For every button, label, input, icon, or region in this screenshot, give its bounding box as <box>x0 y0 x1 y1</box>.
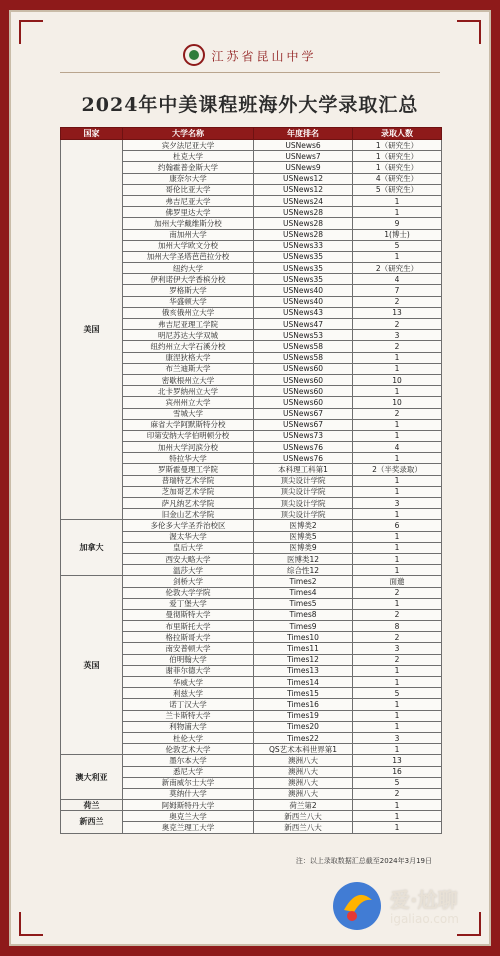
header-count: 录取人数 <box>353 128 442 140</box>
university-cell: 布里斯托大学 <box>123 621 254 632</box>
ranking-cell: Times2 <box>254 576 353 587</box>
university-cell: 芝加哥艺术学院 <box>123 486 254 497</box>
count-cell: 1 <box>353 386 442 397</box>
ranking-cell: USNews47 <box>254 319 353 330</box>
ranking-cell: USNews28 <box>254 229 353 240</box>
university-cell: 曼彻斯特大学 <box>123 609 254 620</box>
university-cell: 华盛顿大学 <box>123 296 254 307</box>
admission-table <box>60 127 442 834</box>
count-cell: 2 <box>353 296 442 307</box>
ranking-cell: USNews24 <box>254 195 353 206</box>
ranking-cell: USNews35 <box>254 274 353 285</box>
ranking-cell: 本科理工科第1 <box>254 464 353 475</box>
count-cell: 4 <box>353 442 442 453</box>
count-cell: 2 <box>353 319 442 330</box>
table-row <box>61 755 442 766</box>
count-cell: 1 <box>353 800 442 811</box>
university-cell: 西安大略大学 <box>123 553 254 564</box>
university-cell: 南安普顿大学 <box>123 643 254 654</box>
count-cell: 3 <box>353 330 442 341</box>
university-cell: 康涅狄格大学 <box>123 352 254 363</box>
ranking-cell: Times10 <box>254 632 353 643</box>
ranking-cell: 澳洲八大 <box>254 755 353 766</box>
ranking-cell: USNews12 <box>254 184 353 195</box>
count-cell: 1 <box>353 598 442 609</box>
university-cell: 萨凡纳艺术学院 <box>123 498 254 509</box>
university-cell: 俄亥俄州立大学 <box>123 307 254 318</box>
university-cell: 康奈尔大学 <box>123 173 254 184</box>
count-cell: 5（研究生） <box>353 184 442 195</box>
header-ranking: 年度排名 <box>254 128 353 140</box>
table-row <box>61 576 442 587</box>
count-cell: 1(博士) <box>353 229 442 240</box>
table-body <box>61 140 442 834</box>
count-cell: 1 <box>353 699 442 710</box>
count-cell: 2（研究生） <box>353 263 442 274</box>
ranking-cell: USNews35 <box>254 263 353 274</box>
ranking-cell: 顶尖设计学院 <box>254 486 353 497</box>
header-divider <box>60 72 440 73</box>
count-cell: 5 <box>353 688 442 699</box>
ranking-cell: Times13 <box>254 665 353 676</box>
university-cell: 新南威尔士大学 <box>123 777 254 788</box>
count-cell: 1（研究生） <box>353 162 442 173</box>
university-cell: 罗格斯大学 <box>123 285 254 296</box>
ranking-cell: 顶尖设计学院 <box>254 498 353 509</box>
university-cell: 宾夕法尼亚大学 <box>123 140 254 151</box>
table-row <box>61 811 442 822</box>
country-cell: 澳大利亚 <box>61 755 123 800</box>
university-cell: 布兰迪斯大学 <box>123 363 254 374</box>
university-cell: 密歇根州立大学 <box>123 374 254 385</box>
university-cell: 奥克兰大学 <box>123 811 254 822</box>
ranking-cell: 新西兰八大 <box>254 811 353 822</box>
university-cell: 加州大学河滨分校 <box>123 442 254 453</box>
header-country: 国家 <box>61 128 123 140</box>
count-cell: 2 <box>353 609 442 620</box>
ranking-cell: USNews40 <box>254 285 353 296</box>
count-cell: 2 <box>353 788 442 799</box>
ranking-cell: Times12 <box>254 654 353 665</box>
ranking-cell: Times16 <box>254 699 353 710</box>
ranking-cell: 新西兰八大 <box>254 822 353 833</box>
corner-ornament <box>457 20 481 44</box>
corner-ornament <box>19 912 43 936</box>
ranking-cell: USNews40 <box>254 296 353 307</box>
count-cell: 1 <box>353 195 442 206</box>
ranking-cell: 医博类5 <box>254 531 353 542</box>
count-cell: 4（研究生） <box>353 173 442 184</box>
count-cell: 1 <box>353 665 442 676</box>
university-cell: 爱丁堡大学 <box>123 598 254 609</box>
count-cell: 1 <box>353 475 442 486</box>
count-cell: 1 <box>353 744 442 755</box>
university-cell: 特拉华大学 <box>123 453 254 464</box>
count-cell: 1（研究生） <box>353 140 442 151</box>
count-cell: 1 <box>353 710 442 721</box>
university-cell: 兰卡斯特大学 <box>123 710 254 721</box>
ranking-cell: Times11 <box>254 643 353 654</box>
ranking-cell: USNews60 <box>254 374 353 385</box>
university-cell: 印第安纳大学伯明顿分校 <box>123 430 254 441</box>
count-cell: 3 <box>353 643 442 654</box>
school-name: 江苏省昆山中学 <box>211 49 317 64</box>
count-cell: 2 <box>353 587 442 598</box>
university-cell: 诺丁汉大学 <box>123 699 254 710</box>
ranking-cell: Times22 <box>254 732 353 743</box>
ranking-cell: Times8 <box>254 609 353 620</box>
count-cell: 1 <box>353 419 442 430</box>
ranking-cell: USNews76 <box>254 453 353 464</box>
university-cell: 莫纳什大学 <box>123 788 254 799</box>
university-cell: 哥伦比亚大学 <box>123 184 254 195</box>
ranking-cell: 顶尖设计学院 <box>254 475 353 486</box>
watermark-url: igaliao.com <box>390 912 459 926</box>
count-cell: 10 <box>353 397 442 408</box>
count-cell: 1 <box>353 430 442 441</box>
table-row <box>61 520 442 531</box>
ranking-cell: 澳洲八大 <box>254 766 353 777</box>
university-cell: 格拉斯哥大学 <box>123 632 254 643</box>
ranking-cell: USNews28 <box>254 207 353 218</box>
page-title: 2024年中美课程班海外大学录取汇总 <box>81 94 419 116</box>
admission-table-wrapper <box>60 127 441 834</box>
ranking-cell: USNews35 <box>254 251 353 262</box>
ranking-cell: Times9 <box>254 621 353 632</box>
ranking-cell: Times4 <box>254 587 353 598</box>
university-cell: 雪城大学 <box>123 408 254 419</box>
ranking-cell: USNews76 <box>254 442 353 453</box>
university-cell: 奥克兰理工大学 <box>123 822 254 833</box>
ranking-cell: USNews60 <box>254 386 353 397</box>
country-cell: 英国 <box>61 576 123 755</box>
university-cell: 宾州州立大学 <box>123 397 254 408</box>
ranking-cell: USNews67 <box>254 419 353 430</box>
count-cell: 1 <box>353 251 442 262</box>
count-cell: 2 <box>353 654 442 665</box>
count-cell: 1 <box>353 531 442 542</box>
ranking-cell: USNews7 <box>254 151 353 162</box>
university-cell: 加州大学欧文分校 <box>123 240 254 251</box>
country-cell: 美国 <box>61 140 123 520</box>
count-cell: 1 <box>353 352 442 363</box>
university-cell: 伦敦艺术大学 <box>123 744 254 755</box>
corner-ornament <box>19 20 43 44</box>
university-cell: 悉尼大学 <box>123 766 254 777</box>
count-cell: 3 <box>353 498 442 509</box>
university-cell: 剑桥大学 <box>123 576 254 587</box>
university-cell: 杜伦大学 <box>123 732 254 743</box>
university-cell: 墨尔本大学 <box>123 755 254 766</box>
watermark-text: 爱·尬聊 <box>390 888 458 912</box>
ranking-cell: USNews67 <box>254 408 353 419</box>
table-row <box>61 140 442 151</box>
count-cell: 13 <box>353 307 442 318</box>
university-cell: 伊利诺伊大学香槟分校 <box>123 274 254 285</box>
count-cell: 2（半奖录取） <box>353 464 442 475</box>
count-cell: 1 <box>353 721 442 732</box>
ranking-cell: Times15 <box>254 688 353 699</box>
university-cell: 明尼苏达大学双城 <box>123 330 254 341</box>
ranking-cell: 澳洲八大 <box>254 777 353 788</box>
university-cell: 伦敦大学学院 <box>123 587 254 598</box>
university-cell: 利兹大学 <box>123 688 254 699</box>
country-cell: 荷兰 <box>61 800 123 811</box>
count-cell: 1 <box>353 542 442 553</box>
ranking-cell: QS艺术本科世界第1 <box>254 744 353 755</box>
count-cell: 1（研究生） <box>353 151 442 162</box>
ranking-cell: 荷兰第2 <box>254 800 353 811</box>
university-cell: 麻省大学阿默斯特分校 <box>123 419 254 430</box>
header-university: 大学名称 <box>123 128 254 140</box>
data-note: 注：以上录取数据汇总截至2024年3月19日 <box>295 857 432 865</box>
ranking-cell: 医博类9 <box>254 542 353 553</box>
ranking-cell: USNews28 <box>254 218 353 229</box>
ranking-cell: USNews12 <box>254 173 353 184</box>
ranking-cell: USNews58 <box>254 352 353 363</box>
count-cell: 1 <box>353 565 442 576</box>
university-cell: 利物浦大学 <box>123 721 254 732</box>
ranking-cell: 综合性12 <box>254 565 353 576</box>
university-cell: 纽约州立大学石溪分校 <box>123 341 254 352</box>
university-cell: 南加州大学 <box>123 229 254 240</box>
country-cell: 新西兰 <box>61 811 123 833</box>
university-cell: 温莎大学 <box>123 565 254 576</box>
ranking-cell: Times20 <box>254 721 353 732</box>
count-cell: 16 <box>353 766 442 777</box>
count-cell: 2 <box>353 408 442 419</box>
university-cell: 弗吉尼亚大学 <box>123 195 254 206</box>
ranking-cell: USNews43 <box>254 307 353 318</box>
count-cell: 1 <box>353 486 442 497</box>
count-cell: 4 <box>353 274 442 285</box>
university-cell: 渥太华大学 <box>123 531 254 542</box>
count-cell: 2 <box>353 632 442 643</box>
count-cell: 10 <box>353 374 442 385</box>
university-cell: 普瑞特艺术学院 <box>123 475 254 486</box>
ranking-cell: Times19 <box>254 710 353 721</box>
university-cell: 旧金山艺术学院 <box>123 509 254 520</box>
university-cell: 伯明翰大学 <box>123 654 254 665</box>
university-cell: 多伦多大学圣乔治校区 <box>123 520 254 531</box>
university-cell: 加州大学戴维斯分校 <box>123 218 254 229</box>
ranking-cell: 医博类12 <box>254 553 353 564</box>
ranking-cell: USNews58 <box>254 341 353 352</box>
ranking-cell: USNews60 <box>254 397 353 408</box>
university-cell: 佛罗里达大学 <box>123 207 254 218</box>
watermark-logo-icon <box>328 878 386 934</box>
table-row <box>61 800 442 811</box>
ranking-cell: 医博类2 <box>254 520 353 531</box>
count-cell: 7 <box>353 285 442 296</box>
count-cell: 5 <box>353 777 442 788</box>
university-cell: 杜克大学 <box>123 151 254 162</box>
count-cell: 1 <box>353 509 442 520</box>
school-logo-icon <box>183 44 205 66</box>
university-cell: 弗吉尼亚理工学院 <box>123 319 254 330</box>
ranking-cell: USNews6 <box>254 140 353 151</box>
ranking-cell: USNews73 <box>254 430 353 441</box>
table-header-row <box>61 128 442 140</box>
watermark <box>328 878 478 934</box>
count-cell: 8 <box>353 621 442 632</box>
count-cell: 1 <box>353 677 442 688</box>
ranking-cell: Times14 <box>254 677 353 688</box>
count-cell: 13 <box>353 755 442 766</box>
ranking-cell: USNews9 <box>254 162 353 173</box>
school-header <box>0 46 500 66</box>
count-cell: 1 <box>353 811 442 822</box>
university-cell: 罗斯霍曼理工学院 <box>123 464 254 475</box>
count-cell: 1 <box>353 822 442 833</box>
ranking-cell: Times5 <box>254 598 353 609</box>
count-cell: 2 <box>353 341 442 352</box>
country-cell: 加拿大 <box>61 520 123 576</box>
university-cell: 北卡罗纳州立大学 <box>123 386 254 397</box>
count-cell: 1 <box>353 207 442 218</box>
count-cell: 5 <box>353 240 442 251</box>
ranking-cell: 澳洲八大 <box>254 788 353 799</box>
university-cell: 华威大学 <box>123 677 254 688</box>
count-cell: 3 <box>353 732 442 743</box>
ranking-cell: USNews53 <box>254 330 353 341</box>
count-cell: 6 <box>353 520 442 531</box>
university-cell: 谢菲尔德大学 <box>123 665 254 676</box>
university-cell: 皇后大学 <box>123 542 254 553</box>
university-cell: 阿姆斯特丹大学 <box>123 800 254 811</box>
count-cell: 1 <box>353 553 442 564</box>
ranking-cell: 顶尖设计学院 <box>254 509 353 520</box>
count-cell: 1 <box>353 453 442 464</box>
count-cell: 1 <box>353 363 442 374</box>
university-cell: 约翰霍普金斯大学 <box>123 162 254 173</box>
count-cell: 9 <box>353 218 442 229</box>
university-cell: 纽约大学 <box>123 263 254 274</box>
ranking-cell: USNews60 <box>254 363 353 374</box>
university-cell: 加州大学圣塔芭芭拉分校 <box>123 251 254 262</box>
count-cell: 面邀 <box>353 576 442 587</box>
ranking-cell: USNews33 <box>254 240 353 251</box>
